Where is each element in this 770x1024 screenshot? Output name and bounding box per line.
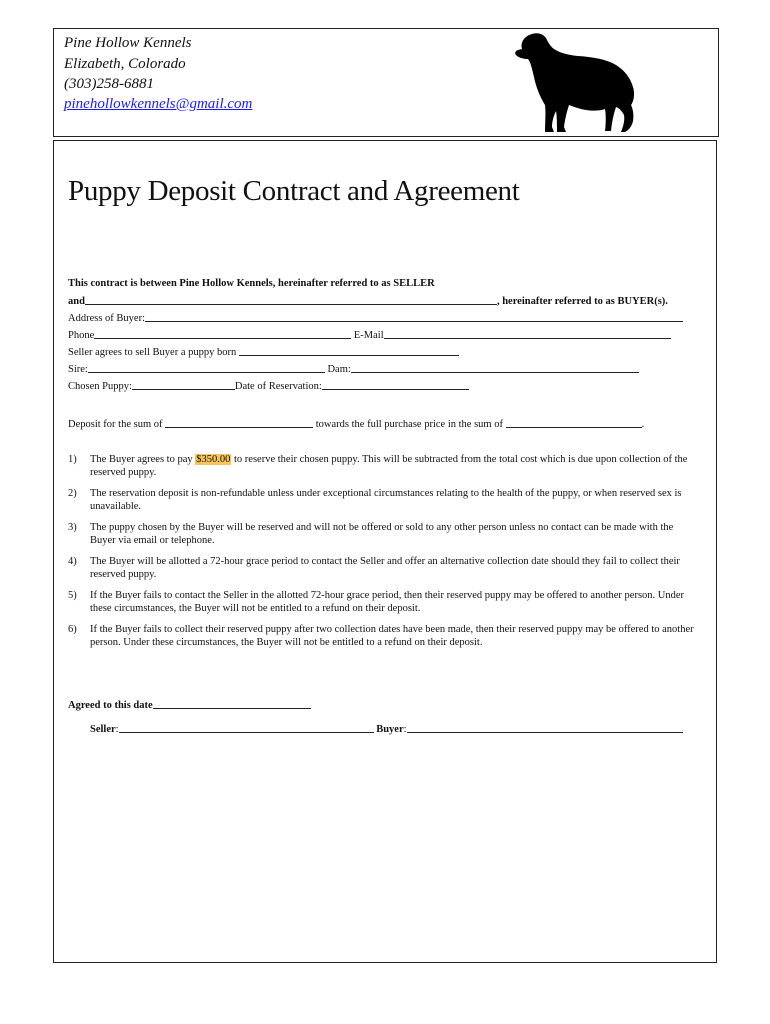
- deposit-amount-field[interactable]: [165, 417, 313, 428]
- term-item: 3) The puppy chosen by the Buyer will be reserved and will not be offered or sold to any other person unless no contact can be made with the Buyer via email or telephone.: [68, 522, 674, 546]
- address-row: [68, 311, 683, 325]
- dog-silhouette-icon: [512, 31, 636, 133]
- kennel-name: Pine Hollow Kennels: [64, 35, 192, 51]
- kennel-location: Elizabeth, Colorado: [64, 56, 186, 72]
- contract-body: [53, 140, 717, 963]
- born-date-field[interactable]: [239, 345, 459, 356]
- buyer-label: Buyer: [376, 724, 404, 735]
- dam-label: Dam:: [327, 364, 351, 375]
- purchase-price-field[interactable]: [506, 417, 642, 428]
- buyer-suffix: , hereinafter referred to as BUYER(s).: [496, 296, 668, 307]
- letterhead: [53, 28, 719, 137]
- kennel-phone: (303)258-6881: [64, 76, 154, 92]
- term-item: 6) If the Buyer fails to collect their reserved puppy after two collection dates have been made, then their reserved puppy may be offered to another person. Under these circumstances, the Buyer will not be entitled to a refund on their deposit.: [68, 624, 694, 648]
- deposit-middle: towards the full purchase price in the sum of: [315, 419, 503, 430]
- phone-label: Phone: [68, 330, 95, 341]
- chosen-label: Chosen Puppy:: [68, 381, 132, 392]
- deposit-row: [68, 417, 644, 431]
- address-label: Address of Buyer:: [68, 313, 145, 324]
- signature-row: Seller: Buyer:: [90, 722, 683, 736]
- born-label: Seller agrees to sell Buyer a puppy born: [68, 347, 237, 358]
- deposit-end: .: [641, 419, 645, 430]
- and-label: and: [68, 296, 85, 307]
- email-label: E-Mail: [353, 330, 384, 341]
- reservation-label: Date of Reservation:: [234, 381, 322, 392]
- term-item: 4) The Buyer will be allotted a 72-hour grace period to contact the Seller and offer an alternative collection date should they fail to collect their reserved puppy.: [68, 556, 680, 580]
- deposit-amount-highlight: $350.00: [196, 454, 231, 465]
- buyer-name-field[interactable]: [85, 294, 497, 305]
- intro-line: This contract is between Pine Hollow Kennels, hereinafter referred to as SELLER: [68, 278, 435, 289]
- sire-field[interactable]: [88, 362, 325, 373]
- seller-label: Seller: [90, 724, 116, 735]
- dam-field[interactable]: [351, 362, 639, 373]
- sire-label: Sire:: [68, 364, 88, 375]
- term-item: 5) If the Buyer fails to contact the Seller in the allotted 72-hour grace period, then their reserved puppy may be offered to another person. Under these circumstances, the Buyer will not be entitled to a refund on their deposit.: [68, 590, 685, 614]
- buyer-signature-field[interactable]: [407, 722, 683, 733]
- reservation-date-field[interactable]: [322, 379, 469, 390]
- buyer-name-row: [68, 294, 668, 308]
- deposit-prefix: Deposit for the sum of: [68, 419, 163, 430]
- address-field[interactable]: [145, 311, 683, 322]
- term-item: 2) The reservation deposit is non-refundable unless under exceptional circumstances relating to the health of the puppy, or when reserved sex is unavailable.: [68, 488, 682, 512]
- agreed-date-field[interactable]: [153, 698, 311, 709]
- contact-row: [68, 328, 671, 342]
- term-item: 1) The Buyer agrees to pay $350.00 to reserve their chosen puppy. This will be subtracted from the total cost which is due upon collection of the reserved puppy.: [68, 454, 688, 478]
- contract-title: Puppy Deposit Contract and Agreement: [68, 175, 520, 207]
- chosen-puppy-field[interactable]: [132, 379, 235, 390]
- seller-signature-field[interactable]: [119, 722, 374, 733]
- agreed-label: Agreed to this date: [68, 700, 153, 711]
- email-field[interactable]: [384, 328, 671, 339]
- born-row: [68, 345, 459, 359]
- parents-row: [68, 362, 639, 376]
- agreed-row: [68, 698, 311, 712]
- phone-field[interactable]: [94, 328, 351, 339]
- kennel-email-link[interactable]: pinehollowkennels@gmail.com: [64, 96, 253, 112]
- puppy-row: [68, 379, 469, 393]
